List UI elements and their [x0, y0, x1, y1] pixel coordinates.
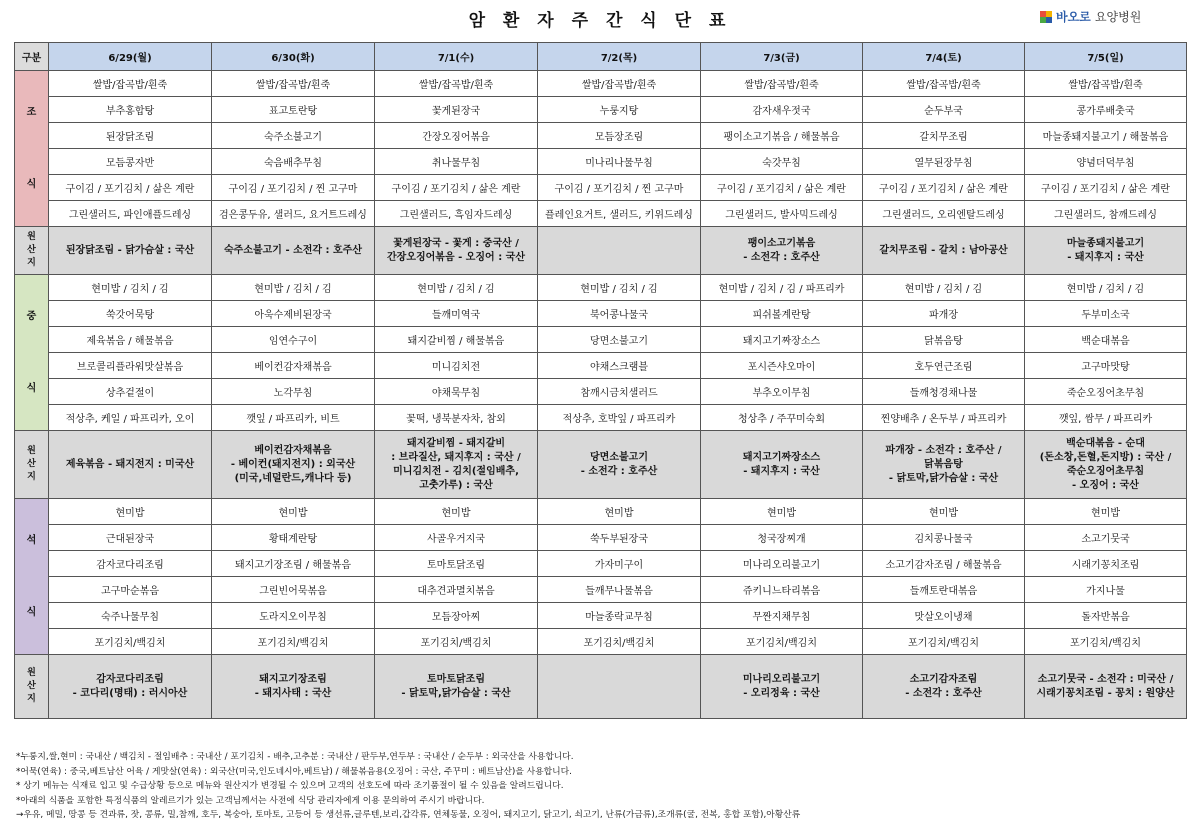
menu-item: 미니김치전 [375, 353, 538, 379]
menu-item: 열무된장무침 [863, 149, 1025, 175]
menu-item: 쌀밥/잡곡밥/흰죽 [212, 71, 375, 97]
dinner-row [15, 499, 1187, 525]
lunch-row [15, 275, 1187, 301]
menu-item: 맛살오이냉채 [863, 603, 1025, 629]
menu-item: 들깨무나물볶음 [538, 577, 701, 603]
origin-info: 갈치무조림 - 갈치 : 남아공산 [863, 227, 1025, 275]
hospital-logo [1040, 8, 1141, 25]
menu-item: 닭볶음탕 [863, 327, 1025, 353]
menu-item: 도라지오이무침 [212, 603, 375, 629]
menu-item: 사골우거지국 [375, 525, 538, 551]
menu-item: 숙음배추무침 [212, 149, 375, 175]
origin-info: 된장닭조림 - 닭가슴살 : 국산 [49, 227, 212, 275]
menu-item: 상추겉절이 [49, 379, 212, 405]
footnote-line: →우유, 메밀, 땅콩 등 견과류, 잣, 콩류, 밀,참깨, 호두, 복숭아, 토마토, 고등어 등 생선류,글루텐,보리,갑각류, 연체동물, 오징어, 돼지고기, 닭고기, 쇠고기, 난류(가금류),조개류(굴, 전복, 홍합 포함),아황산류 [16, 810, 801, 821]
day-header: 7/5(일) [1025, 43, 1187, 71]
menu-item: 그린샐러드, 파인애플드레싱 [49, 201, 212, 227]
menu-item: 쌀밥/잡곡밥/흰죽 [49, 71, 212, 97]
menu-item: 포기김치/백김치 [863, 629, 1025, 655]
lunch-row [15, 301, 1187, 327]
origin-info: 미나리오리불고기 - 오리정육 : 국산 [701, 655, 863, 719]
menu-item: 숙주나물무침 [49, 603, 212, 629]
menu-item: 그린샐러드, 흑임자드레싱 [375, 201, 538, 227]
menu-item: 구이김 / 포기김치 / 찐 고구마 [212, 175, 375, 201]
page-title: 암 환 자 주 간 식 단 표 [468, 11, 732, 31]
menu-item: 포기김치/백김치 [212, 629, 375, 655]
menu-item: 무짠지채무침 [701, 603, 863, 629]
menu-item: 아욱수제비된장국 [212, 301, 375, 327]
dinner-label: 석 식 [15, 499, 49, 655]
origin-info: 당면소불고기 - 소전각 : 호주산 [538, 431, 701, 499]
menu-item: 베이컨감자채볶음 [212, 353, 375, 379]
menu-item: 대추견과멸치볶음 [375, 577, 538, 603]
dinner-row [15, 551, 1187, 577]
menu-item: 돌자반볶음 [1025, 603, 1187, 629]
menu-item: 콩가루배춧국 [1025, 97, 1187, 123]
menu-item: 쑥갓어묵탕 [49, 301, 212, 327]
logo-sub: 요양병원 [1094, 10, 1142, 24]
origin-info: 숙주소불고기 - 소전각 : 호주산 [212, 227, 375, 275]
menu-item: 노각무침 [212, 379, 375, 405]
menu-item: 모듬장조림 [538, 123, 701, 149]
menu-item: 구이김 / 포기김치 / 삶은 계란 [1025, 175, 1187, 201]
menu-item: 깻잎, 쌈무 / 파프리카 [1025, 405, 1187, 431]
origin-info: 마늘종돼지불고기 - 돼지후지 : 국산 [1025, 227, 1187, 275]
logo-text [1056, 8, 1141, 25]
origin-info [538, 227, 701, 275]
menu-item: 현미밥 / 김치 / 김 [49, 275, 212, 301]
menu-item: 소고기감자조림 / 해물볶음 [863, 551, 1025, 577]
day-header: 7/4(토) [863, 43, 1025, 71]
gubun-header: 구분 [15, 43, 49, 71]
menu-item: 토마토닭조림 [375, 551, 538, 577]
menu-item: 현미밥 / 김치 / 김 [538, 275, 701, 301]
menu-item: 청상추 / 주꾸미숙회 [701, 405, 863, 431]
menu-item: 쌀밥/잡곡밥/흰죽 [701, 71, 863, 97]
menu-item: 구이김 / 포기김치 / 삶은 계란 [375, 175, 538, 201]
menu-item: 현미밥 / 김치 / 김 / 파프리카 [701, 275, 863, 301]
menu-item: 누룽지탕 [538, 97, 701, 123]
footnotes [16, 750, 800, 823]
menu-item: 참깨시금치샐러드 [538, 379, 701, 405]
menu-item: 감자코다리조림 [49, 551, 212, 577]
breakfast-row [15, 149, 1187, 175]
menu-item: 꽃떡, 냉북분자차, 참외 [375, 405, 538, 431]
menu-item: 팽이소고기볶음 / 해물볶음 [701, 123, 863, 149]
menu-item: 순두부국 [863, 97, 1025, 123]
menu-item: 두부미소국 [1025, 301, 1187, 327]
breakfast-row [15, 123, 1187, 149]
menu-item: 고구마순볶음 [49, 577, 212, 603]
menu-item: 들깨토란대볶음 [863, 577, 1025, 603]
lunch-row [15, 379, 1187, 405]
menu-item: 구이김 / 포기김치 / 찐 고구마 [538, 175, 701, 201]
menu-item: 현미밥 / 김치 / 김 [375, 275, 538, 301]
breakfast-origin-row [15, 227, 1187, 275]
breakfast-row [15, 71, 1187, 97]
origin-label: 원 산 지 [15, 431, 49, 499]
menu-item: 구이김 / 포기김치 / 삶은 계란 [701, 175, 863, 201]
menu-item: 양념더덕무침 [1025, 149, 1187, 175]
menu-item: 파개장 [863, 301, 1025, 327]
lunch-row [15, 327, 1187, 353]
dinner-origin-row [15, 655, 1187, 719]
menu-item: 깻잎 / 파프리카, 비트 [212, 405, 375, 431]
menu-item: 적상추, 케일 / 파프리카, 오이 [49, 405, 212, 431]
menu-item: 마늘종돼지불고기 / 해물볶음 [1025, 123, 1187, 149]
menu-item: 그린샐러드, 오리엔탈드레싱 [863, 201, 1025, 227]
menu-item: 쑥두부된장국 [538, 525, 701, 551]
menu-item: 돼지갈비찜 / 해물볶음 [375, 327, 538, 353]
menu-item: 감자새우젓국 [701, 97, 863, 123]
breakfast-label: 조 식 [15, 71, 49, 227]
menu-item: 쥬키니느타리볶음 [701, 577, 863, 603]
menu-item: 당면소불고기 [538, 327, 701, 353]
menu-item: 근대된장국 [49, 525, 212, 551]
menu-item: 쌀밥/잡곡밥/흰죽 [538, 71, 701, 97]
menu-item: 취나물무침 [375, 149, 538, 175]
origin-info: 백순대볶음 - 순대 (돈소창,돈혈,돈지방) : 국산 / 죽순오징어초무침 - 오징어 : 국산 [1025, 431, 1187, 499]
menu-item: 야채묵무침 [375, 379, 538, 405]
menu-item: 적상추, 호박잎 / 파프리카 [538, 405, 701, 431]
dinner-row [15, 603, 1187, 629]
menu-item: 숙주소불고기 [212, 123, 375, 149]
menu-item: 가지나물 [1025, 577, 1187, 603]
menu-item: 청국장찌개 [701, 525, 863, 551]
menu-item: 검은콩두유, 샐러드, 요거트드레싱 [212, 201, 375, 227]
menu-item: 현미밥 [538, 499, 701, 525]
day-header: 7/1(수) [375, 43, 538, 71]
menu-item: 그린샐러드, 발사믹드레싱 [701, 201, 863, 227]
footnote-line: *누룽지,쌀,현미 : 국내산 / 백김치 - 절임배추 : 국내산 / 포기김치 - 배추,고추분 : 국내산 / 판두부,연두부 : 국내산 / 순두부 : 외국산을 사용합니다. [16, 752, 574, 762]
menu-item: 야채스크램블 [538, 353, 701, 379]
menu-item: 피쉬볼계란탕 [701, 301, 863, 327]
origin-info: 돼지고기짜장소스 - 돼지후지 : 국산 [701, 431, 863, 499]
menu-item: 현미밥 / 김치 / 김 [1025, 275, 1187, 301]
menu-item: 현미밥 / 김치 / 김 [212, 275, 375, 301]
menu-item: 구이김 / 포기김치 / 삶은 계란 [863, 175, 1025, 201]
header-row [15, 43, 1187, 71]
menu-item: 들깨청경채나물 [863, 379, 1025, 405]
menu-item: 황태계란탕 [212, 525, 375, 551]
menu-item: 가자미구이 [538, 551, 701, 577]
logo-brand: 바오로 [1056, 10, 1091, 24]
menu-item: 임연수구이 [212, 327, 375, 353]
menu-item: 현미밥 [212, 499, 375, 525]
menu-item: 플레인요거트, 샐러드, 키위드레싱 [538, 201, 701, 227]
dinner-row [15, 525, 1187, 551]
lunch-row [15, 405, 1187, 431]
day-header: 7/3(금) [701, 43, 863, 71]
weekly-menu-table [14, 42, 1187, 719]
menu-item: 현미밥 [1025, 499, 1187, 525]
menu-item: 시래기꽁치조림 [1025, 551, 1187, 577]
dinner-row [15, 577, 1187, 603]
origin-info: 소고기뭇국 - 소전각 : 미국산 / 시래기꽁치조림 - 꽁치 : 원양산 [1025, 655, 1187, 719]
origin-info: 꽃게된장국 - 꽃게 : 중국산 / 간장오징어볶음 - 오징어 : 국산 [375, 227, 538, 275]
origin-label: 원 산 지 [15, 655, 49, 719]
menu-item: 부추홍합탕 [49, 97, 212, 123]
day-header: 6/30(화) [212, 43, 375, 71]
menu-item: 미나리나물무침 [538, 149, 701, 175]
day-header: 6/29(월) [49, 43, 212, 71]
menu-item: 고구마맛탕 [1025, 353, 1187, 379]
menu-item: 북어콩나물국 [538, 301, 701, 327]
menu-item: 그린샐러드, 참깨드레싱 [1025, 201, 1187, 227]
menu-item: 마늘종락교무침 [538, 603, 701, 629]
menu-item: 돼지고기짜장소스 [701, 327, 863, 353]
menu-item: 포기김치/백김치 [538, 629, 701, 655]
footnote-line: * 상기 메뉴는 식재료 입고 및 수급상황 등으로 메뉴와 원산지가 변경될 수 있으며 고객의 선호도에 따라 조기품절이 될 수 있음을 알려드립니다. [16, 781, 564, 792]
menu-item: 호두연근조림 [863, 353, 1025, 379]
logo-icon [1040, 11, 1052, 23]
menu-item: 그린빈어묵볶음 [212, 577, 375, 603]
origin-label: 원 산 지 [15, 227, 49, 275]
origin-info: 소고기감자조림 - 소전각 : 호주산 [863, 655, 1025, 719]
menu-item: 현미밥 / 김치 / 김 [863, 275, 1025, 301]
dinner-row [15, 629, 1187, 655]
menu-item: 돼지고기장조림 / 해물볶음 [212, 551, 375, 577]
origin-info: 감자코다리조림 - 코다리(명태) : 러시아산 [49, 655, 212, 719]
menu-item: 포기김치/백김치 [49, 629, 212, 655]
menu-item: 포기김치/백김치 [1025, 629, 1187, 655]
origin-info [538, 655, 701, 719]
menu-item: 소고기뭇국 [1025, 525, 1187, 551]
menu-item: 숙갓무침 [701, 149, 863, 175]
menu-item: 구이김 / 포기김치 / 삶은 계란 [49, 175, 212, 201]
lunch-row [15, 353, 1187, 379]
menu-item: 쌀밥/잡곡밥/흰죽 [863, 71, 1025, 97]
menu-item: 찐양배추 / 온두부 / 파프리카 [863, 405, 1025, 431]
origin-info: 팽이소고기볶음 - 소전각 : 호주산 [701, 227, 863, 275]
menu-item: 현미밥 [49, 499, 212, 525]
menu-item: 쌀밥/잡곡밥/흰죽 [1025, 71, 1187, 97]
menu-item: 부추오이무침 [701, 379, 863, 405]
menu-item: 현미밥 [863, 499, 1025, 525]
lunch-origin-row [15, 431, 1187, 499]
menu-item: 모듬콩자반 [49, 149, 212, 175]
footnote-line: *아래의 식품을 포함한 특정식품의 알레르기가 있는 고객님께서는 사전에 식당 관리자에게 이용 문의하여 주시기 바랍니다. [16, 795, 485, 806]
footnote-line: *어묵(연육) : 중국,베트남산 어육 / 게맛살(연육) : 외국산(미국,인도네시아,베트남) / 해물볶음용(오징어 : 국산, 주꾸미 : 베트남산)을 사용합니다. [16, 766, 572, 777]
origin-info: 토마토닭조림 - 닭토막,닭가슴살 : 국산 [375, 655, 538, 719]
day-header: 7/2(목) [538, 43, 701, 71]
menu-item: 포기김치/백김치 [375, 629, 538, 655]
menu-item: 갈치무조림 [863, 123, 1025, 149]
breakfast-row [15, 97, 1187, 123]
origin-info: 제육볶음 - 돼지전지 : 미국산 [49, 431, 212, 499]
menu-item: 모듬장아찌 [375, 603, 538, 629]
menu-item: 브로콜리플라워맛살볶음 [49, 353, 212, 379]
menu-item: 표고토란탕 [212, 97, 375, 123]
menu-item: 된장닭조림 [49, 123, 212, 149]
menu-item: 들깨미역국 [375, 301, 538, 327]
origin-info: 돼지고기장조림 - 돼지사태 : 국산 [212, 655, 375, 719]
menu-item: 현미밥 [701, 499, 863, 525]
menu-item: 백순대볶음 [1025, 327, 1187, 353]
origin-info: 베이컨감자채볶음 - 베이컨(돼지전지) : 외국산 (미국,네덜란드,캐나다 등) [212, 431, 375, 499]
menu-item: 쌀밥/잡곡밥/흰죽 [375, 71, 538, 97]
menu-item: 꽃게된장국 [375, 97, 538, 123]
menu-item: 포기김치/백김치 [701, 629, 863, 655]
lunch-label: 중 식 [15, 275, 49, 431]
menu-item: 제육볶음 / 해물볶음 [49, 327, 212, 353]
breakfast-row [15, 175, 1187, 201]
breakfast-row [15, 201, 1187, 227]
origin-info: 파개장 - 소전각 : 호주산 / 닭볶음탕 - 닭토막,닭가슴살 : 국산 [863, 431, 1025, 499]
menu-item: 포시즌샤오마이 [701, 353, 863, 379]
menu-item: 간장오징어볶음 [375, 123, 538, 149]
menu-item: 죽순오징어초무침 [1025, 379, 1187, 405]
origin-info: 돼지갈비찜 - 돼지갈비 : 브라질산, 돼지후지 : 국산 / 미니김치전 - 김치(절임배추, 고춧가루) : 국산 [375, 431, 538, 499]
menu-item: 김치콩나물국 [863, 525, 1025, 551]
menu-item: 미나리오리불고기 [701, 551, 863, 577]
menu-item: 현미밥 [375, 499, 538, 525]
